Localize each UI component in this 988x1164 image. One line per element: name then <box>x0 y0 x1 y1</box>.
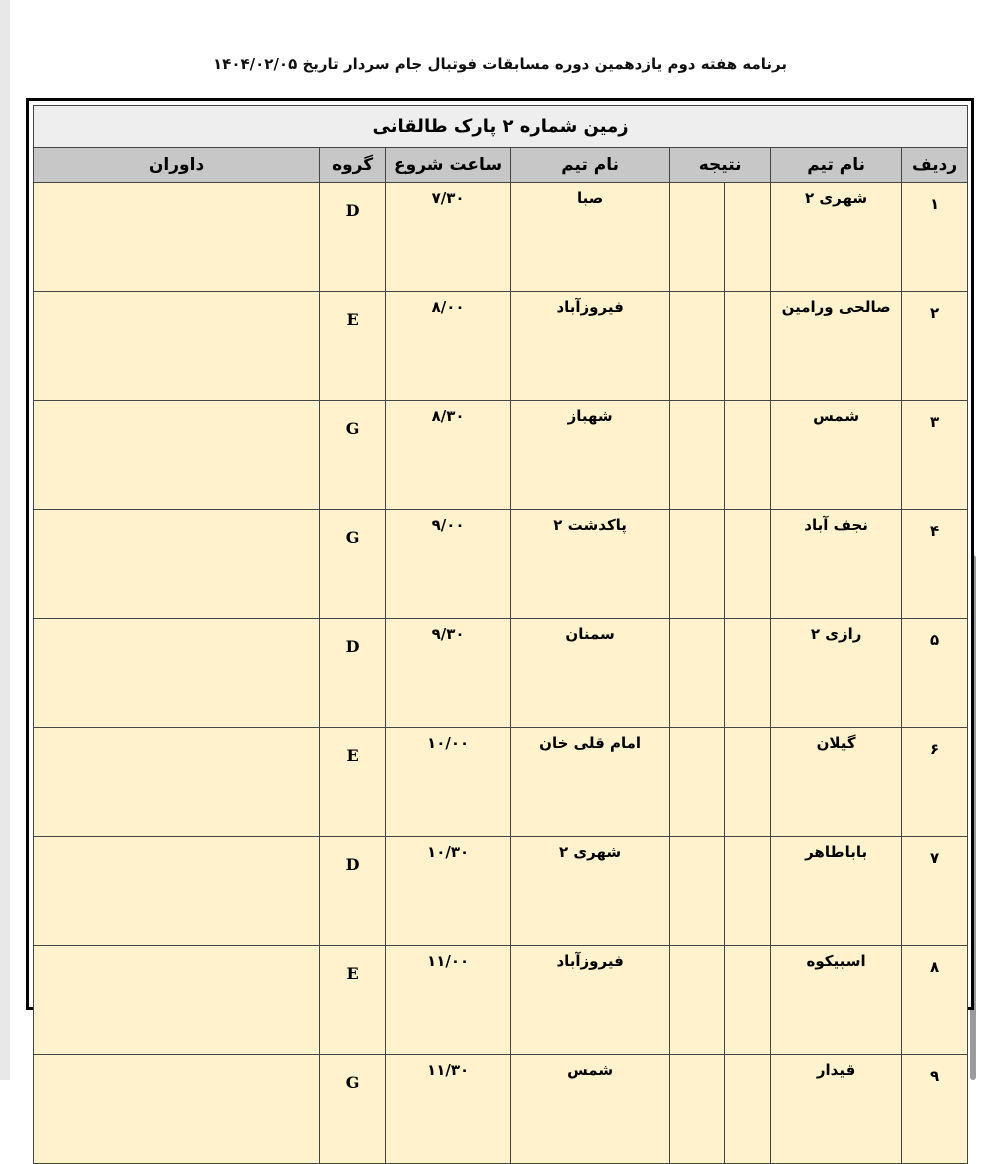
start-time-cell: ۹/۰۰ <box>386 510 511 619</box>
team-1-cell: شمس <box>771 401 902 510</box>
team-1-cell: باباطاهر <box>771 837 902 946</box>
referees-cell <box>34 292 320 401</box>
table-row <box>34 728 968 837</box>
team-1-cell: نجف آباد <box>771 510 902 619</box>
result-cell-a <box>725 401 771 510</box>
table-row <box>34 619 968 728</box>
schedule-frame <box>26 98 974 1092</box>
start-time-cell: ۱۱/۳۰ <box>386 1055 511 1164</box>
result-cell-b <box>670 728 725 837</box>
group-cell: G <box>320 510 386 619</box>
start-time-cell: ۸/۰۰ <box>386 292 511 401</box>
result-cell-a <box>725 183 771 292</box>
group-cell: D <box>320 837 386 946</box>
referees-cell <box>34 401 320 510</box>
row-number: ۴ <box>902 510 968 619</box>
start-time-cell: ۱۱/۰۰ <box>386 946 511 1055</box>
start-time-cell: ۹/۳۰ <box>386 619 511 728</box>
header-team-2: نام تیم <box>511 148 670 183</box>
result-cell-b <box>670 401 725 510</box>
group-cell: G <box>320 401 386 510</box>
result-cell-b <box>670 292 725 401</box>
header-group: گروه <box>320 148 386 183</box>
team-1-cell: قیدار <box>771 1055 902 1164</box>
field-name-row <box>34 106 968 148</box>
schedule-inner <box>33 105 967 1092</box>
result-cell-b <box>670 946 725 1055</box>
result-cell-b <box>670 619 725 728</box>
referees-cell <box>34 946 320 1055</box>
referees-cell <box>34 837 320 946</box>
row-number: ۹ <box>902 1055 968 1164</box>
team-1-cell: اسبیکوه <box>771 946 902 1055</box>
result-cell-a <box>725 728 771 837</box>
team-1-cell: شهری ۲ <box>771 183 902 292</box>
result-cell-b <box>670 1055 725 1164</box>
start-time-cell: ۸/۳۰ <box>386 401 511 510</box>
team-1-cell: رازی ۲ <box>771 619 902 728</box>
result-cell-a <box>725 510 771 619</box>
table-row <box>34 510 968 619</box>
referees-cell <box>34 619 320 728</box>
field-name: زمین شماره ۲ پارک طالقانی <box>34 106 968 148</box>
document-title: برنامه هفته دوم یازدهمین دوره مسابقات فوتبال جام سردار تاریخ ۱۴۰۴/۰۲/۰۵ <box>213 55 787 73</box>
table-row <box>34 1055 968 1164</box>
schedule-table <box>33 105 968 1164</box>
start-time-cell: ۱۰/۳۰ <box>386 837 511 946</box>
start-time-cell: ۷/۳۰ <box>386 183 511 292</box>
row-number: ۱ <box>902 183 968 292</box>
table-row <box>34 183 968 292</box>
table-row <box>34 292 968 401</box>
team-1-cell: گیلان <box>771 728 902 837</box>
team-1-cell: صالحی ورامین <box>771 292 902 401</box>
header-start-time: ساعت شروع <box>386 148 511 183</box>
header-row-number: ردیف <box>902 148 968 183</box>
team-2-cell: امام قلی خان <box>511 728 670 837</box>
group-cell: D <box>320 619 386 728</box>
referees-cell <box>34 183 320 292</box>
team-2-cell: فیروزآباد <box>511 946 670 1055</box>
referees-cell <box>34 510 320 619</box>
table-row <box>34 946 968 1055</box>
row-number: ۵ <box>902 619 968 728</box>
header-row <box>34 148 968 183</box>
group-cell: E <box>320 728 386 837</box>
result-cell-b <box>670 837 725 946</box>
table-row <box>34 837 968 946</box>
result-cell-a <box>725 837 771 946</box>
group-cell: E <box>320 292 386 401</box>
row-number: ۲ <box>902 292 968 401</box>
row-number: ۳ <box>902 401 968 510</box>
header-team-1: نام تیم <box>771 148 902 183</box>
referees-cell <box>34 728 320 837</box>
result-cell-a <box>725 619 771 728</box>
header-result: نتیجه <box>670 148 771 183</box>
result-cell-b <box>670 510 725 619</box>
row-number: ۷ <box>902 837 968 946</box>
result-cell-b <box>670 183 725 292</box>
header-referees: داوران <box>34 148 320 183</box>
page-left-edge <box>0 0 10 1080</box>
team-2-cell: شمس <box>511 1055 670 1164</box>
team-2-cell: فیروزآباد <box>511 292 670 401</box>
group-cell: G <box>320 1055 386 1164</box>
team-2-cell: سمنان <box>511 619 670 728</box>
team-2-cell: شهری ۲ <box>511 837 670 946</box>
team-2-cell: صبا <box>511 183 670 292</box>
group-cell: E <box>320 946 386 1055</box>
row-number: ۸ <box>902 946 968 1055</box>
group-cell: D <box>320 183 386 292</box>
result-cell-a <box>725 292 771 401</box>
referees-cell <box>34 1055 320 1164</box>
team-2-cell: شهباز <box>511 401 670 510</box>
team-2-cell: پاکدشت ۲ <box>511 510 670 619</box>
result-cell-a <box>725 1055 771 1164</box>
result-cell-a <box>725 946 771 1055</box>
start-time-cell: ۱۰/۰۰ <box>386 728 511 837</box>
table-row <box>34 401 968 510</box>
row-number: ۶ <box>902 728 968 837</box>
